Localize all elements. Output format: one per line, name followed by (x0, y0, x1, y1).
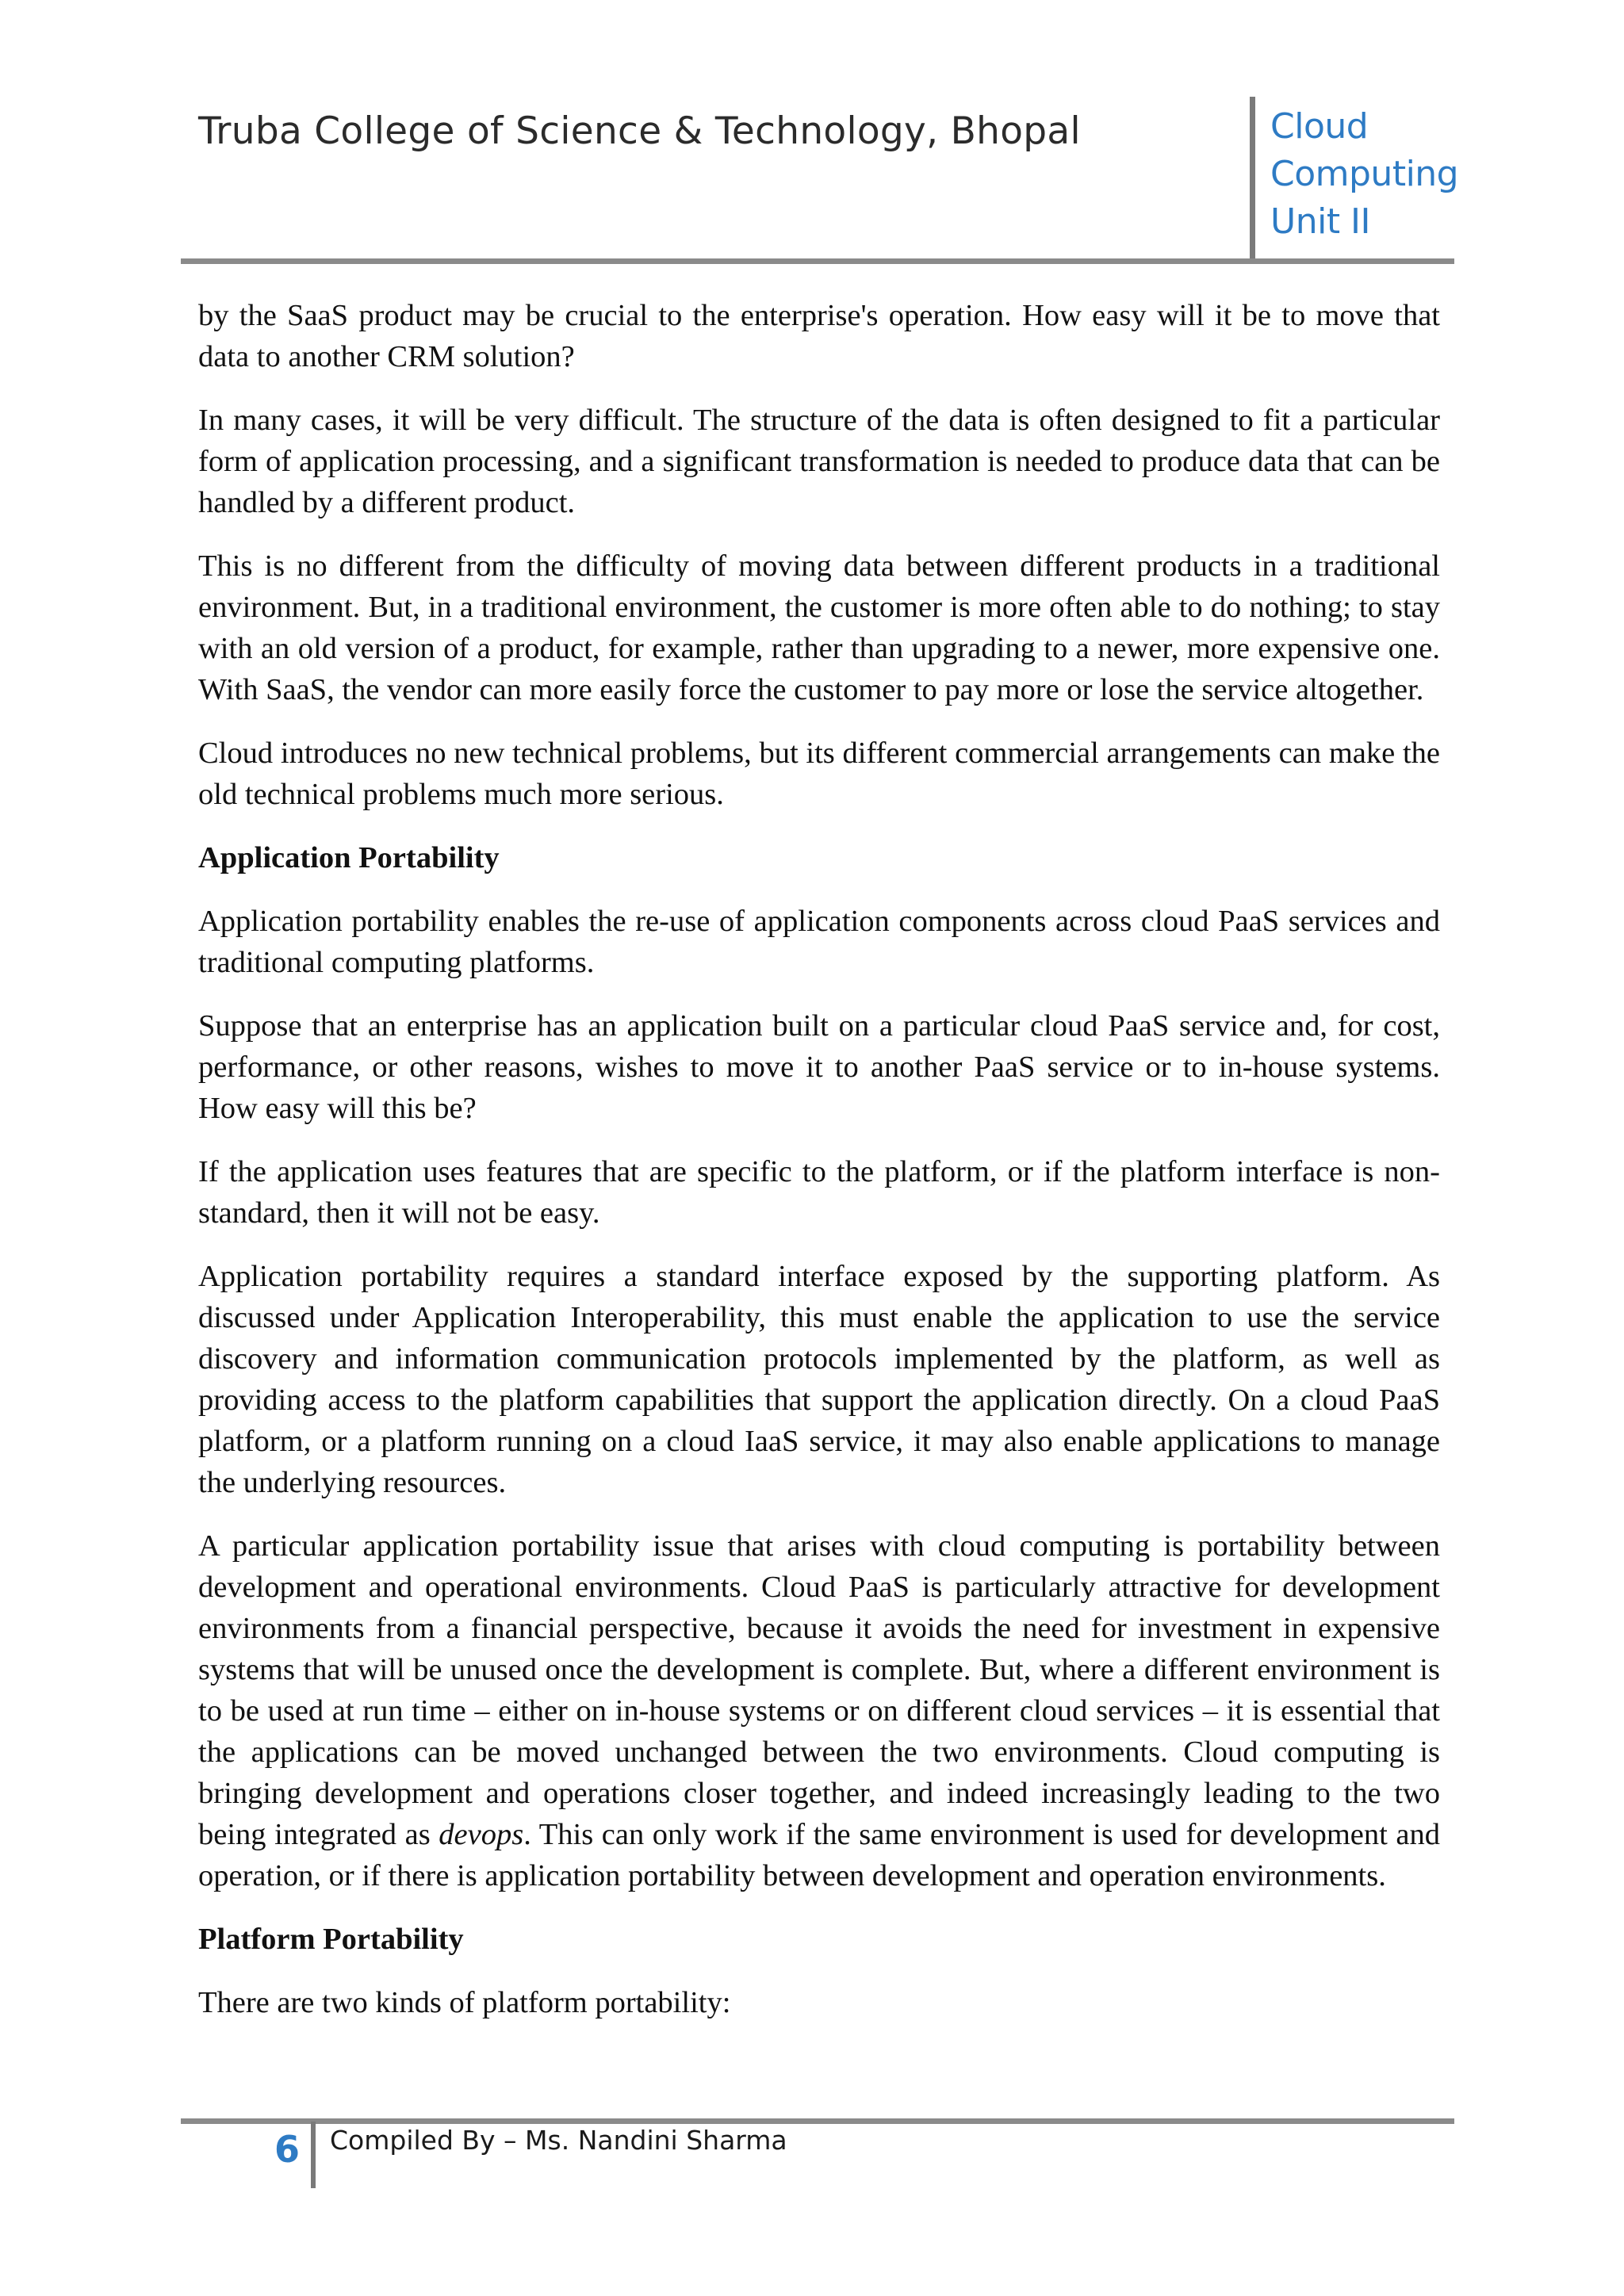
paragraph-data-structure: In many cases, it will be very difficult. The structure of the data is often designed to fit a particular form of application processing, and a significant transformation is needed to produce data that can be handled by a different product. (198, 404, 1440, 519)
paragraph-saas-data: by the SaaS product may be crucial to the enterprise's operation. How easy will it be to move that data to another CRM solution? (198, 299, 1440, 373)
paragraph-cloud-problems: Cloud introduces no new technical problems, but its different commercial arrangements can make the old technical problems much more serious. (198, 737, 1440, 811)
paragraph-platform-specific: If the application uses features that are specific to the platform, or if the platform interface is non-standard, then it will not be easy. (198, 1155, 1440, 1230)
heading-application-portability: Application Portability (198, 841, 500, 874)
paragraph-enterprise-example: Suppose that an enterprise has an application built on a particular cloud PaaS service and, for cost, performance, or other reasons, wishes to move it to another PaaS service or to in-house systems. How easy will this be? (198, 1009, 1440, 1125)
paragraph-dev-ops-text-b: . This can only work if the same environment is used for development and operation, or if there is application portability between development and operation environments. (198, 1818, 1441, 1892)
paragraph-platform-kinds: There are two kinds of platform portability: (198, 1986, 731, 2019)
header-subject (1270, 103, 1458, 246)
page-number: 6 (274, 2128, 301, 2171)
heading-platform-portability: Platform Portability (198, 1923, 464, 1956)
header-subject-line-1: Cloud (1270, 106, 1369, 147)
paragraph-app-portability-definition: Application portability enables the re-use of application components across cloud PaaS services and traditional computing platforms. (198, 905, 1440, 979)
page-content (198, 295, 1440, 2045)
footer-compiled-by: Compiled By – Ms. Nandini Sharma (330, 2125, 787, 2156)
paragraph-dev-ops-text-a: A particular application portability issue that arises with cloud computing is portability between development and operational environments. Cloud PaaS is particularly attractive for development environments from a financial perspective, because it avoids the need for investment in expensive systems that will be unused once the development is complete. But, where a different environment is to be used at run time – either on in-house systems or on different cloud services – it is essential that the applications can be moved unchanged between the two environments. Cloud computing is bringing development and operations closer together, and indeed increasingly leading to the two being integrated as (198, 1529, 1440, 1851)
header-divider (1250, 97, 1255, 260)
header-college-name: Truba College of Science & Technology, Bhopal (198, 109, 1081, 153)
paragraph-traditional-environment: This is no different from the difficulty of moving data between different products in a traditional environment. But, in a traditional environment, the customer is more often able to do nothing; to stay with an old version of a product, for example, rather than upgrading to a newer, more expensive one. With SaaS, the vendor can more easily force the customer to pay more or lose the service altogether. (198, 549, 1440, 706)
footer-rule (181, 2118, 1454, 2124)
paragraph-standard-interface: Application portability requires a standard interface exposed by the supporting platform. As discussed under Application Interoperability, this must enable the application to use the service discovery and information communication protocols implemented by the platform, as well as providing access to the platform capabilities that support the application directly. On a cloud PaaS platform, or a platform running on a cloud IaaS service, it may also enable applications to manage the underlying resources. (198, 1260, 1440, 1499)
devops-term: devops (439, 1818, 524, 1851)
header-rule (181, 258, 1454, 264)
header-subject-line-2: Computing (1270, 154, 1459, 194)
footer-divider (311, 2122, 316, 2188)
paragraph-dev-ops-portability (198, 1525, 1440, 1896)
header-subject-line-3: Unit II (1270, 201, 1371, 242)
